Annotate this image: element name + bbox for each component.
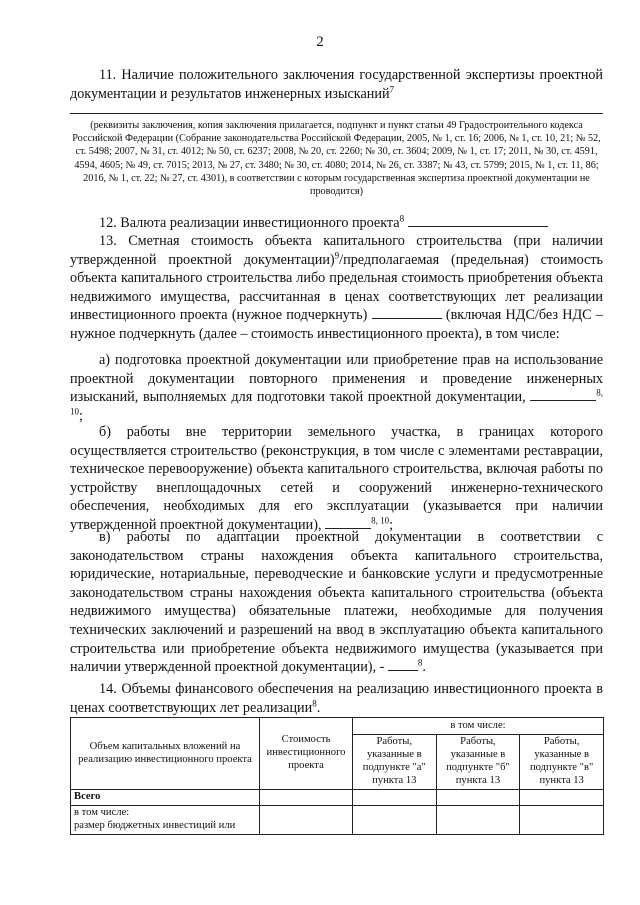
item-13v-text: в) работы по адаптации проектной документации в соответствии с законодательством страны нахождения объекта капитального строительства, юридические, нотариальные, переводческие и банковские услуги и предусмотренные законодательством страны нахождения объекта капитального строительства (объекта недвижимого имущества) обязательные платежи, необходимые для получения технических заключений и разрешений на ввод в эксплуатацию объекта капитального строительства или приобретение объекта недвижимого имущества (указывается при наличии утвержденной проектной документации), - <box>70 529 603 676</box>
row-budget-text: размер бюджетных инвестиций или <box>74 819 236 831</box>
item-12-paragraph <box>70 214 603 233</box>
cell <box>353 790 437 806</box>
header-including: в том числе: <box>353 718 604 735</box>
header-project-cost: Стоимость инвестиционного проекта <box>260 718 353 790</box>
requisites-rule <box>70 113 603 114</box>
item-13-part2: /предполагаемая (предельная) стоимость объекта капитального строительства либо предельная стоимость приобретения объекта недвижимого имущества, рассчитанная в ценах соответствующих лет реализации инвестиционного проекта (нужное подчеркнуть) <box>70 251 603 324</box>
cell <box>436 790 520 806</box>
item-13a-blank <box>530 388 596 401</box>
footnote-8: 8 <box>399 213 405 224</box>
cell <box>436 806 520 835</box>
cell <box>260 806 353 835</box>
row-budget-label <box>71 806 260 835</box>
footnote-8-14: 8 <box>312 697 317 708</box>
currency-blank <box>408 214 548 227</box>
table-row-budget <box>71 806 604 835</box>
cell <box>520 790 604 806</box>
footnote-8-10-a: 8, 10 <box>70 387 603 417</box>
financing-table <box>70 717 604 835</box>
cell <box>520 806 604 835</box>
item-13b-paragraph: б) работы вне территории земельного участка, в границах которого осуществляется строительство (реконструкция, в том числе с элементами реставрации, техническое перевооружение) объекта капитального строительства, включая работы по устройству внеплощадочных сетей и сооружений инженерно-технического обеспечения, необходимых для его эксплуатации (указывается при наличии утвержденной проектной документации), $^{8, 10}$; <box>70 424 603 533</box>
row-total-label: Всего <box>71 790 260 806</box>
item-13-paragraph <box>70 232 603 344</box>
item-13-part3: (включая НДС/без НДС – нужное подчеркнуть (далее – стоимость инвестиционного проекта), в том числе: <box>70 307 604 342</box>
footnote-8-v: 8 <box>417 657 423 668</box>
header-works-v: Работы, указанные в подпункте "в" пункта 13 <box>520 735 604 790</box>
cell <box>260 790 353 806</box>
cell <box>353 806 437 835</box>
item-13v-blank <box>388 658 418 671</box>
footnote-7: 7 <box>389 83 395 94</box>
item-14-text: 14. Объемы финансового обеспечения на реализацию инвестиционного проекта в ценах соответствующих лет реализации <box>70 681 603 716</box>
page-number: 2 <box>316 34 324 50</box>
item-12-text: 12. Валюта реализации инвестиционного проекта <box>99 215 400 231</box>
requisites-note: (реквизиты заключения, копия заключения прилагается, подпункт и пункт статьи 49 Градостроительного кодекса Российской Федерации (Собрание законодательства Российской Федерации, 2005, № 1, ст. 16; 2006, № 1, ст. 10, 21; № 52, ст. 5498; 2007, № 31, ст. 4012; № 50, ст. 6237; 2008, № 20, ст. 2260; № 30, ст. 3604; 2009, № 1, ст. 17; 2011, № 30, ст. 4591, 4594, 4605; № 49, ст. 7015; 2013, № 27, ст. 3480; № 30, ст. 4080; 2014, № 26, ст. 3387; № 43, ст. 5799; 2015, № 1, ст. 11, 86; 2016, № 1, ст. 22; № 27, ст. 4301), в соответствии с которым государственная экспертиза проектной документации не проводится) <box>72 120 601 198</box>
row-including-label: в том числе: <box>74 807 130 818</box>
header-works-a: Работы, указанные в подпункте "а" пункта 13 <box>353 735 437 790</box>
footnote-9: 9 <box>334 249 340 260</box>
item-13a-paragraph: а) подготовка проектной документации или приобретение прав на использование проектной документации повторного применения и проведение инженерных изысканий, выполняемых для подготовки такой проектной документации, $^{8, 10}$; <box>70 352 603 424</box>
item-11-paragraph <box>70 66 603 103</box>
item-13-part1: 13. Сметная стоимость объекта капитального строительства (при наличии утвержденной проектной документации) <box>70 233 603 268</box>
footnote-8-10-b: 8, 10 <box>371 515 390 526</box>
table-row-total <box>71 790 604 806</box>
cost-blank <box>372 306 442 319</box>
item-13a-text: а) подготовка проектной документации или приобретение прав на использование проектной документации повторного применения и проведение инженерных изысканий, выполняемых для подготовки такой проектной документации, <box>70 352 603 406</box>
item-14-paragraph: 14. Объемы финансового обеспечения на реализацию инвестиционного проекта в ценах соответствующих лет реализации$^8$. <box>70 681 603 716</box>
item-11-text: 11. Наличие положительного заключения государственной экспертизы проектной документации и результатов инженерных изысканий <box>70 67 603 102</box>
item-13b-text: б) работы вне территории земельного участка, в границах которого осуществляется строительство (реконструкция, в том числе с элементами реставрации, техническое перевооружение) объекта капитального строительства, включая работы по устройству внеплощадочных сетей и сооружений инженерно-технического обеспечения, необходимых для его эксплуатации (указывается при наличии утвержденной проектной документации), <box>70 424 603 533</box>
item-13v-paragraph: в) работы по адаптации проектной документации в соответствии с законодательством страны нахождения объекта капитального строительства, юридические, нотариальные, переводческие и банковские услуги и предусмотренные законодательством страны нахождения объекта капитального строительства (объекта недвижимого имущества) обязательные платежи, необходимые для получения технических заключений и разрешений на ввод в эксплуатацию объекта капитального строительства или приобретение объекта недвижимого имущества (указывается при наличии утвержденной проектной документации), - $^8$. <box>70 529 603 676</box>
header-capital-investment: Объем капитальных вложений на реализацию инвестиционного проекта <box>71 718 260 790</box>
table-header-row-1 <box>71 718 604 735</box>
header-works-b: Работы, указанные в подпункте "б" пункта 13 <box>436 735 520 790</box>
